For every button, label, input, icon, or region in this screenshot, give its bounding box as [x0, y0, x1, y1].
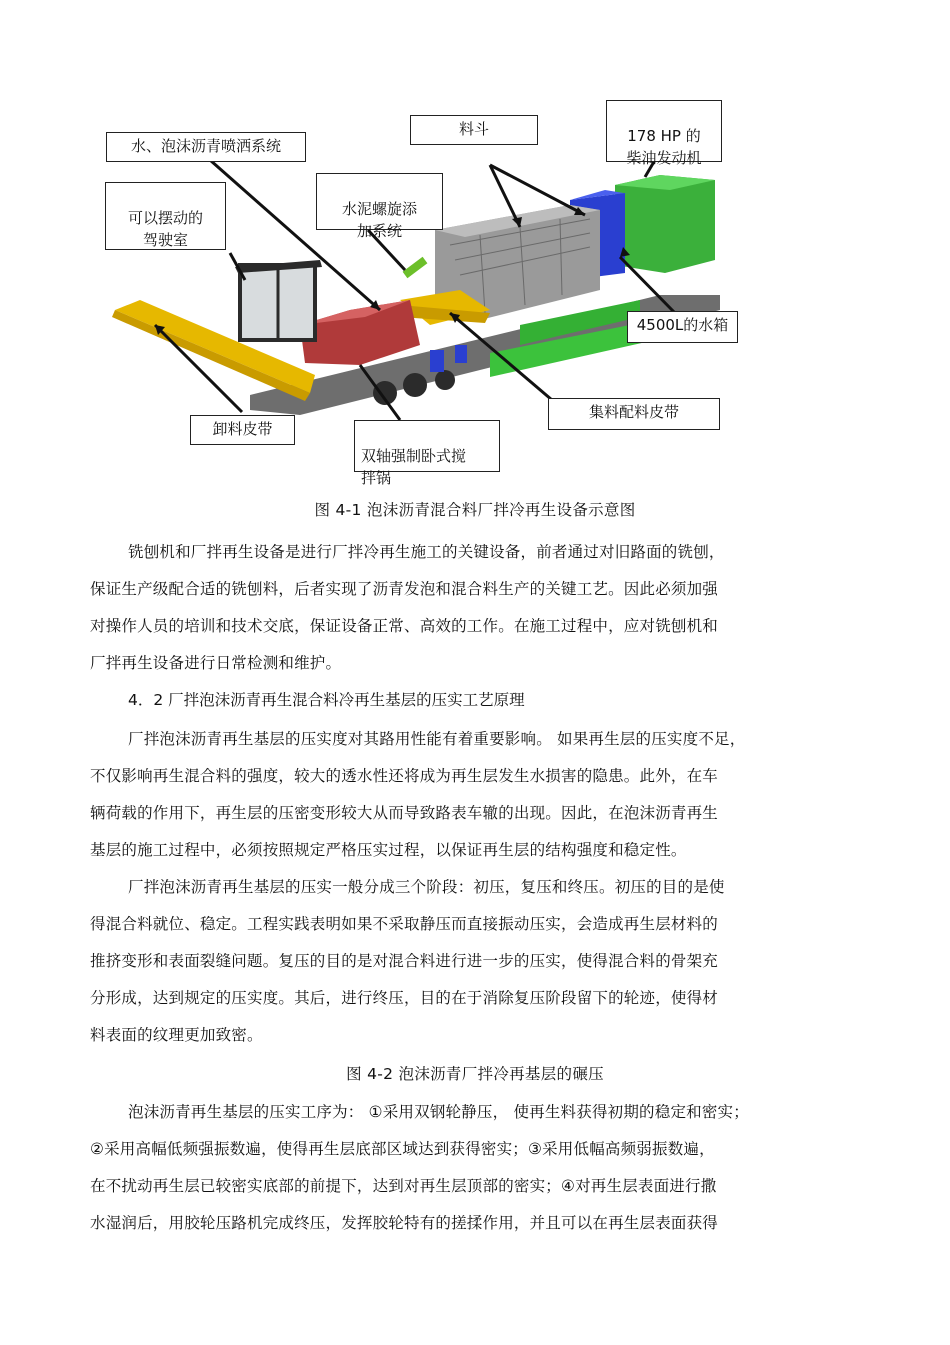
- callout-spray-system: 水、泡沫沥青喷洒系统: [106, 132, 306, 162]
- paragraph-2-line-1: 厂拌泡沫沥青再生基层的压实度对其路用性能有着重要影响。 如果再生层的压实度不足，: [128, 730, 746, 748]
- section-heading-4-2: 4．2 厂拌泡沫沥青再生混合料冷再生基层的压实工艺原理: [128, 691, 525, 709]
- paragraph-1-line-3: 对操作人员的培训和技术交底，保证设备正常、高效的工作。在施工过程中，应对铣刨机和: [90, 617, 719, 635]
- paragraph-2-line-2: 不仅影响再生混合料的强度，较大的透水性还将成为再生层发生水损害的隐患。此外，在车: [90, 767, 719, 785]
- figure-4-1-caption: 图 4-1 泡沫沥青混合料厂拌冷再生设备示意图: [314, 501, 636, 519]
- paragraph-2-line-4: 基层的施工过程中，必须按照规定严格压实过程，以保证再生层的结构强度和稳定性。: [90, 841, 687, 859]
- paragraph-4-line-3: 在不扰动再生层已较密实底部的前提下，达到对再生层顶部的密实；④对再生层表面进行撒: [90, 1177, 717, 1195]
- callout-discharge-belt: 卸料皮带: [190, 415, 295, 445]
- leader-hopper-2: [490, 165, 585, 215]
- paragraph-4-line-1: 泡沫沥青再生基层的压实工序为： ①采用双钢轮静压， 使再生料获得初期的稳定和密实；: [128, 1103, 749, 1121]
- paragraph-3-line-4: 分形成，达到规定的压实度。其后，进行终压，目的在于消除复压阶段留下的轮迹，使得材: [90, 989, 719, 1007]
- callout-mixer: 双轴强制卧式搅 拌锅: [354, 420, 500, 472]
- paragraph-2-line-3: 辆荷载的作用下，再生层的压密变形较大从而导致路表车辙的出现。因此，在泡沫沥青再生: [90, 804, 719, 822]
- equipment-figure: [100, 95, 760, 487]
- paragraph-4-line-2: ②采用高幅低频强振数遍，使得再生层底部区域达到获得密实；③采用低幅高频弱振数遍，: [90, 1140, 715, 1158]
- paragraph-3-line-3: 推挤变形和表面裂缝问题。复压的目的是对混合料进行进一步的压实，使得混合料的骨架充: [90, 952, 719, 970]
- callout-swing-cab: 可以摆动的 驾驶室: [105, 182, 226, 250]
- paragraph-1-line-2: 保证生产级配合适的铣刨料，后者实现了沥青发泡和混合料生产的关键工艺。因此必须加强: [90, 580, 719, 598]
- paragraph-4-line-4: 水湿润后，用胶轮压路机完成终压，发挥胶轮特有的搓揉作用，并且可以在再生层表面获得: [90, 1214, 719, 1232]
- paragraph-1-line-1: 铣刨机和厂拌再生设备是进行厂拌冷再生施工的关键设备，前者通过对旧路面的铣刨，: [128, 543, 725, 561]
- callout-diesel-engine: 178 HP 的 柴油发动机: [606, 100, 722, 162]
- callout-aggregate-belt: 集料配料皮带: [548, 398, 720, 430]
- paragraph-3-line-1: 厂拌泡沫沥青再生基层的压实一般分成三个阶段：初压，复压和终压。初压的目的是使: [128, 878, 725, 896]
- paragraph-3-line-5: 料表面的纹理更加致密。: [90, 1026, 263, 1044]
- callout-cement-screw: 水泥螺旋添 加系统: [316, 173, 443, 230]
- paragraph-1-line-4: 厂拌再生设备进行日常检测和维护。: [90, 654, 342, 672]
- paragraph-3-line-2: 得混合料就位、稳定。工程实践表明如果不采取静压而直接振动压实，会造成再生层材料的: [90, 915, 719, 933]
- callout-water-tank: 4500L的水箱: [627, 311, 738, 343]
- callout-hopper: 料斗: [410, 115, 538, 145]
- figure-4-2-caption: 图 4-2 泡沫沥青厂拌冷再基层的碾压: [346, 1065, 604, 1083]
